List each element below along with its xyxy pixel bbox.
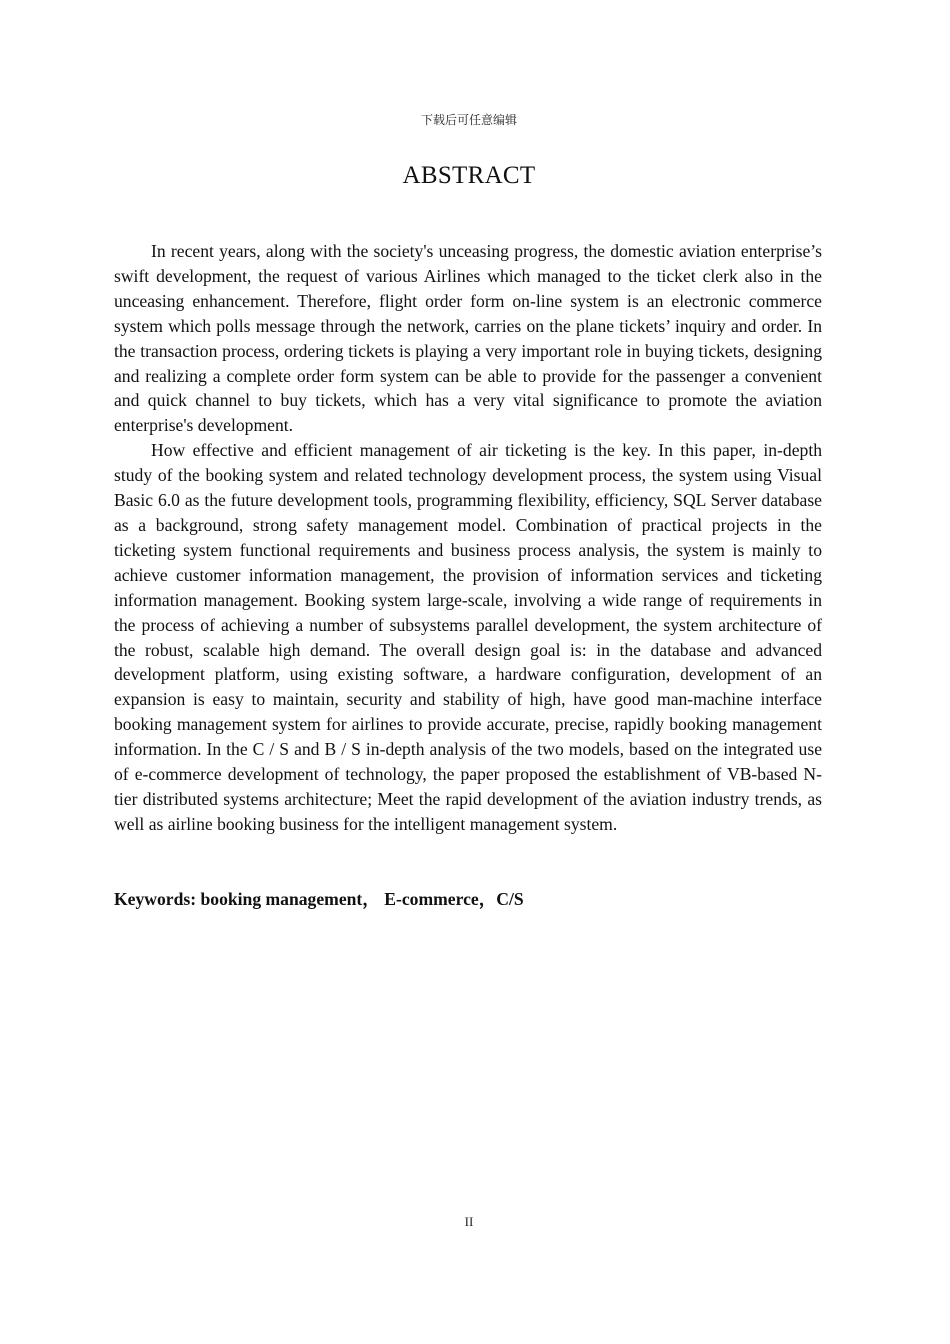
keywords: Keywords: booking management， E-commerce，C/S xyxy=(114,889,524,909)
page-number: II xyxy=(464,1214,474,1229)
abstract-paragraph-2: How effective and efficient management of air ticketing is the key. In this paper, in-depth study of the booking system and related technology development process, the system using Visual Basic 6.0 as the future development tools, programming flexibility, efficiency, SQL Server database as a background, strong safety management model. Combination of practical projects in the ticketing system functional requirements and business process analysis, the system is mainly to achieve customer information management, the provision of information services and ticketing information management. Booking system large-scale, involving a wide range of requirements in the process of achieving a number of subsystems parallel development, the system architecture of the robust, scalable high demand. The overall design goal is: in the database and advanced development platform, using existing software, a hardware configuration, development of an expansion is easy to maintain, security and stability of high, have good man-machine interface booking management system for airlines to provide accurate, precise, rapidly booking management information. In the C / S and B / S in-depth analysis of the two models, based on the integrated use of e-commerce development of technology, the paper proposed the establishment of VB-based N-tier distributed systems architecture; Meet the rapid development of the aviation industry trends, as well as airline booking business for the intelligent management system. xyxy=(114,440,822,834)
abstract-body xyxy=(114,239,822,837)
page-title: ABSTRACT xyxy=(402,162,536,189)
abstract-paragraph-1: In recent years, along with the society's unceasing progress, the domestic aviation enterprise’s swift development, the request of various Airlines which managed to the ticket clerk also in the unceasing enhancement. Therefore, flight order form on-line system is an electronic commerce system which polls message through the network, carries on the plane tickets’ inquiry and order. In the transaction process, ordering tickets is playing a very important role in buying tickets, designing and realizing a complete order form system can be able to provide for the passenger a convenient and quick channel to buy tickets, which has a very vital significance to promote the aviation enterprise's development. xyxy=(114,241,822,436)
header-note: 下载后可任意编辑 xyxy=(420,113,517,127)
